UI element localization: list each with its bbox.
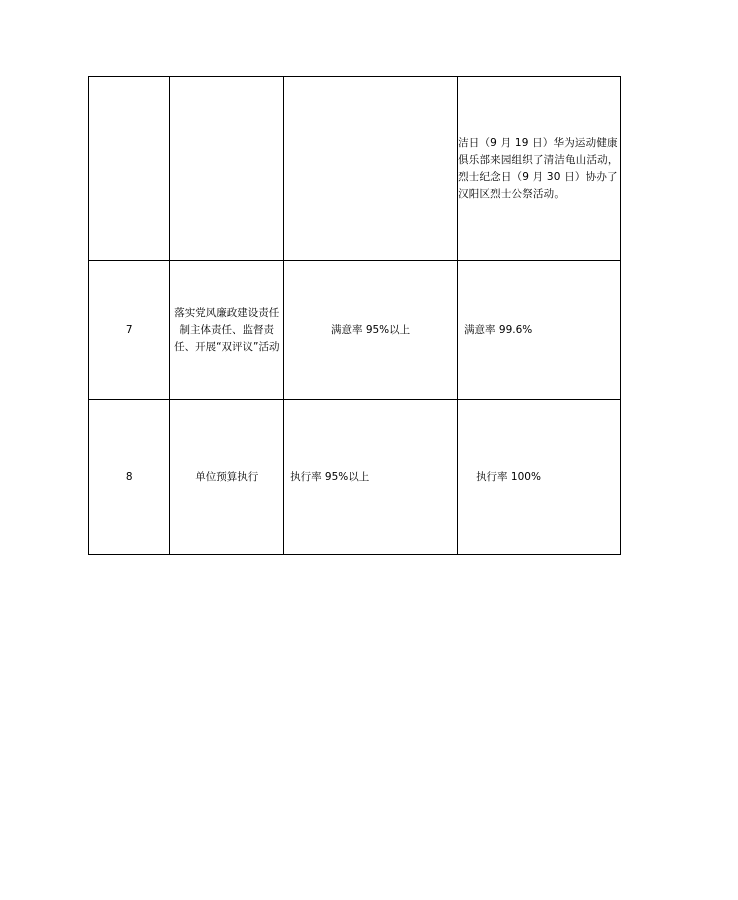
row-index-cell: 7 [89,261,170,400]
result-cell: 执行率 100% [458,400,621,555]
task-cell: 单位预算执行 [170,400,284,555]
result-cell: 满意率 99.6% [458,261,621,400]
target-cell [284,77,458,261]
row-index-cell [89,77,170,261]
task-cell [170,77,284,261]
result-cell: 洁日（9 月 19 日）华为运动健康俱乐部来园组织了清洁龟山活动，烈士纪念日（9 月 30 日）协办了汉阳区烈士公祭活动。 [458,77,621,261]
target-cell: 满意率 95%以上 [284,261,458,400]
target-cell: 执行率 95%以上 [284,400,458,555]
row-index-cell: 8 [89,400,170,555]
performance-table [88,76,621,555]
table-row [89,261,621,400]
table-row [89,77,621,261]
task-cell: 落实党风廉政建设责任制主体责任、监督责任、开展“双评议”活动 [170,261,284,400]
table-row [89,400,621,555]
